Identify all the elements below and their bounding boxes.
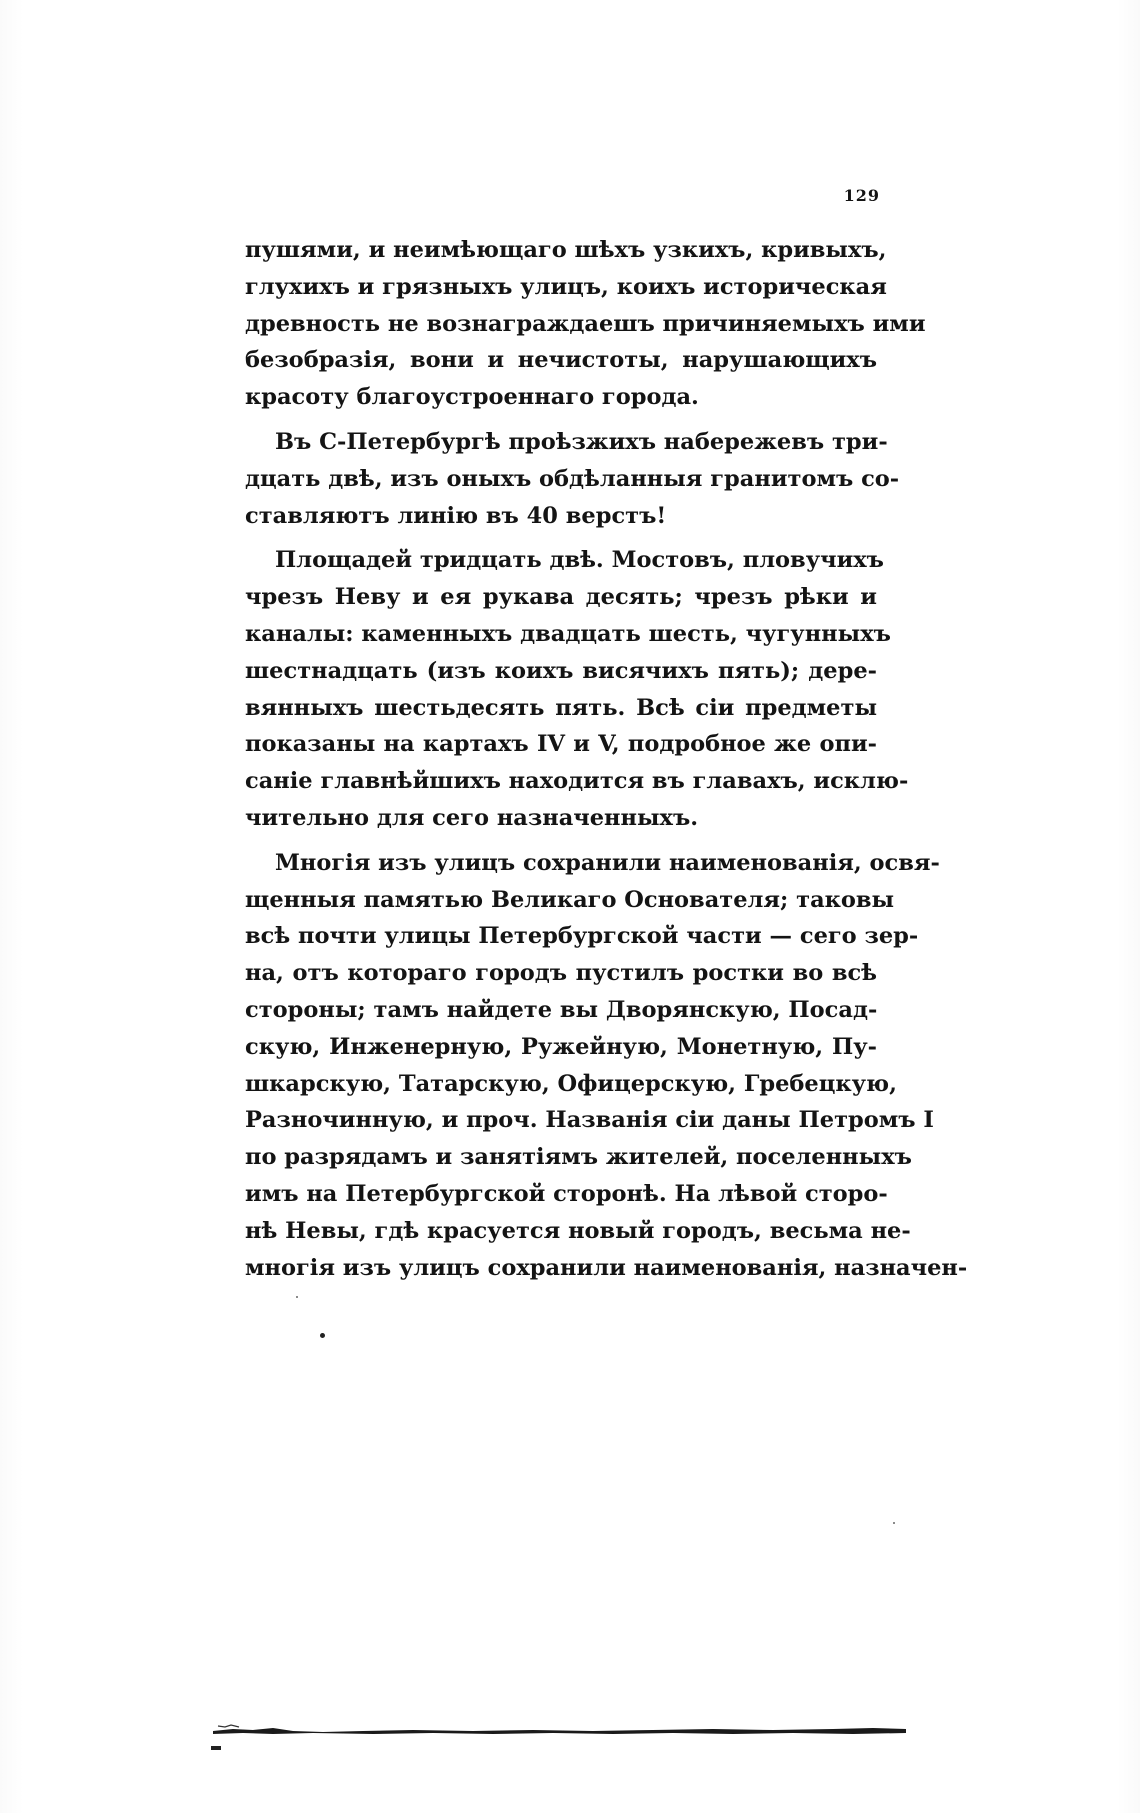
text-line: показаны на картахъ IV и V, подробное же опи- [245, 731, 877, 758]
text-line: всѣ почти улицы Петербургской части — сего зер- [245, 923, 919, 950]
scan-shadow-left [0, 0, 24, 1813]
text-line: глухихъ и грязныхъ улицъ, коихъ историческая [245, 273, 887, 300]
text-line: древность не вознаграждаешъ причиняемыхъ ими [245, 310, 926, 337]
text-line: безобразія, вони и нечистоты, нарушающихъ [245, 347, 877, 374]
paragraph [245, 232, 926, 416]
bottom-rule [213, 1723, 906, 1735]
scan-speck [320, 1333, 325, 1338]
page-number: 129 [843, 186, 880, 205]
text-line: шкарскую, Татарскую, Офицерскую, Гребецкую, [245, 1070, 897, 1097]
text-line: скую, Инженерную, Ружейную, Монетную, Пу- [245, 1033, 877, 1060]
text-line: шестнадцать (изъ коихъ висячихъ пять); дере- [245, 657, 877, 684]
text-line: саніе главнѣйшихъ находится въ главахъ, исклю- [245, 768, 909, 795]
text-line: каналы: каменныхъ двадцать шесть, чугунныхъ [245, 620, 891, 647]
text-line: чрезъ Неву и ея рукава десять; чрезъ рѣки и [245, 584, 877, 611]
text-line: Въ С-Петербургѣ проѣзжихъ набережевъ три- [275, 428, 888, 455]
text-line: Многія изъ улицъ сохранили наименованія, освя- [275, 849, 940, 876]
text-line: вянныхъ шестьдесять пять. Всѣ сіи предметы [245, 694, 877, 721]
paragraph [245, 542, 909, 836]
text-line: стороны; тамъ найдете вы Дворянскую, Посад- [245, 996, 878, 1023]
text-line: щенныя памятью Великаго Основателя; таковы [245, 886, 895, 913]
text-line: пушями, и неимѣющаго шѣхъ узкихъ, кривыхъ, [245, 237, 887, 263]
scan-shadow-right [1116, 0, 1140, 1813]
text-line: чительно для сего назначенныхъ. [245, 804, 699, 831]
text-line: многія изъ улицъ сохранили наименованія, назначен- [245, 1254, 968, 1281]
text-line: Разночинную, и проч. Названія сіи даны Петромъ I [245, 1107, 934, 1134]
scan-speck [893, 1522, 895, 1524]
text-line: ставляютъ линію въ 40 верстъ! [245, 502, 667, 529]
text-line: имъ на Петербургской сторонѣ. На лѣвой сторо- [245, 1180, 888, 1207]
text-line: на, отъ котораго городъ пустилъ ростки во всѣ [245, 960, 877, 987]
paragraph [245, 845, 968, 1287]
text-line: Площадей тридцать двѣ. Мостовъ, пловучихъ [275, 547, 884, 574]
text-line: нѣ Невы, гдѣ красуется новый городъ, весьма не- [245, 1217, 911, 1244]
scan-mark [211, 1746, 221, 1750]
text-line: по разрядамъ и занятіямъ жителей, поселенныхъ [245, 1144, 912, 1171]
paragraph [245, 424, 900, 534]
scan-speck [296, 1296, 298, 1298]
text-line: красоту благоустроеннаго города. [245, 384, 699, 411]
body-text [245, 232, 968, 1286]
text-line: дцать двѣ, изъ оныхъ обдѣланныя гранитомъ со- [245, 465, 900, 492]
